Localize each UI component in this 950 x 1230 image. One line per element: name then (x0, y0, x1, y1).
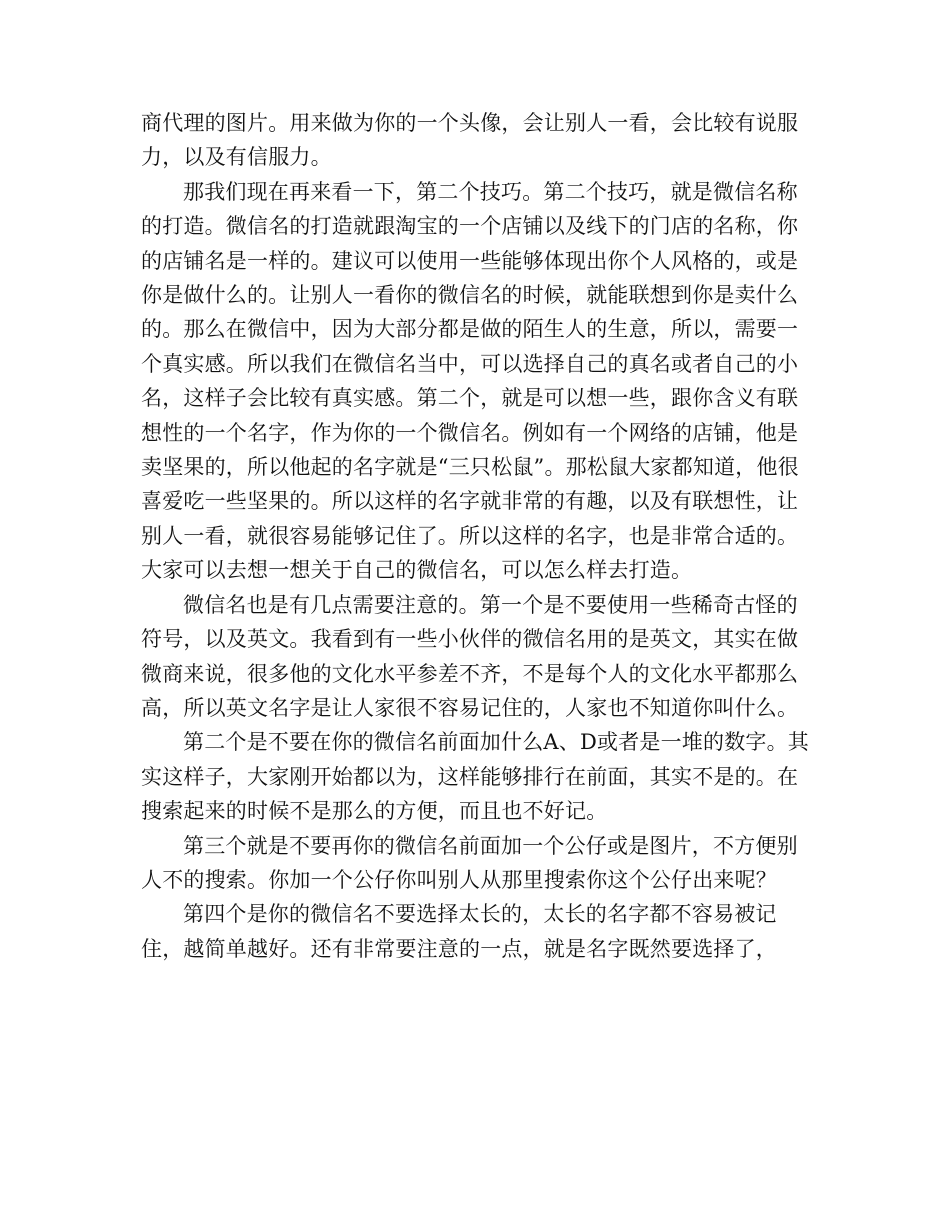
paragraph-2: 那我们现在再来看一下，第二个技巧。第二个技巧，就是微信名称的打造。微信名的打造就跟淘宝的一个店铺以及线下的门店的名称，你的店铺名是一样的。建议可以使用一些能够体现出你个人风格的，或是你是做什么的。让别人一看你的微信名的时候，就能联想到你是卖什么的。那么在微信中，因为大部分都是做的陌生人的生意，所以，需要一个真实感。所以我们在微信名当中，可以选择自己的真名或者自己的小名，这样子会比较有真实感。第二个，就是可以想一些，跟你含义有联想性的一个名字，作为你的一个微信名。例如有一个网络的店铺，他是卖坚果的，所以他起的名字就是“三只松鼠”。那松鼠大家都知道，他很喜爱吃一些坚果的。所以这样的名字就非常的有趣，以及有联想性，让别人一看，就很容易能够记住了。所以这样的名字，也是非常合适的。大家可以去想一想关于自己的微信名，可以怎么样去打造。 (141, 179, 799, 583)
document-body (141, 106, 813, 966)
paragraph-3: 微信名也是有几点需要注意的。第一个是不要使用一些稀奇古怪的符号，以及英文。我看到有一些小伙伴的微信名用的是英文，其实在做微商来说，很多他的文化水平参差不齐，不是每个人的文化水平都那么高，所以英文名字是让人家很不容易记住的，人家也不知道你叫什么。 (141, 592, 799, 720)
paragraph-5: 第三个就是不要再你的微信名前面加一个公仔或是图片，不方便别人不的搜索。你加一个公仔你叫别人从那里搜索你这个公仔出来呢？ (141, 833, 798, 892)
paragraph-1: 商代理的图片。用来做为你的一个头像，会让别人一看，会比较有说服力，以及有信服力。 (141, 111, 799, 170)
paragraph-4: 第二个是不要在你的微信名前面加什么A、D或者是一堆的数字。其实这样子，大家刚开始都以为，这样能够排行在前面，其实不是的。在搜索起来的时候不是那么的方便，而且也不好记。 (141, 730, 809, 824)
paragraph-6: 第四个是你的微信名不要选择太长的，太长的名字都不容易被记住，越简单越好。还有非常要注意的一点，就是名字既然要选择了， (141, 902, 777, 961)
